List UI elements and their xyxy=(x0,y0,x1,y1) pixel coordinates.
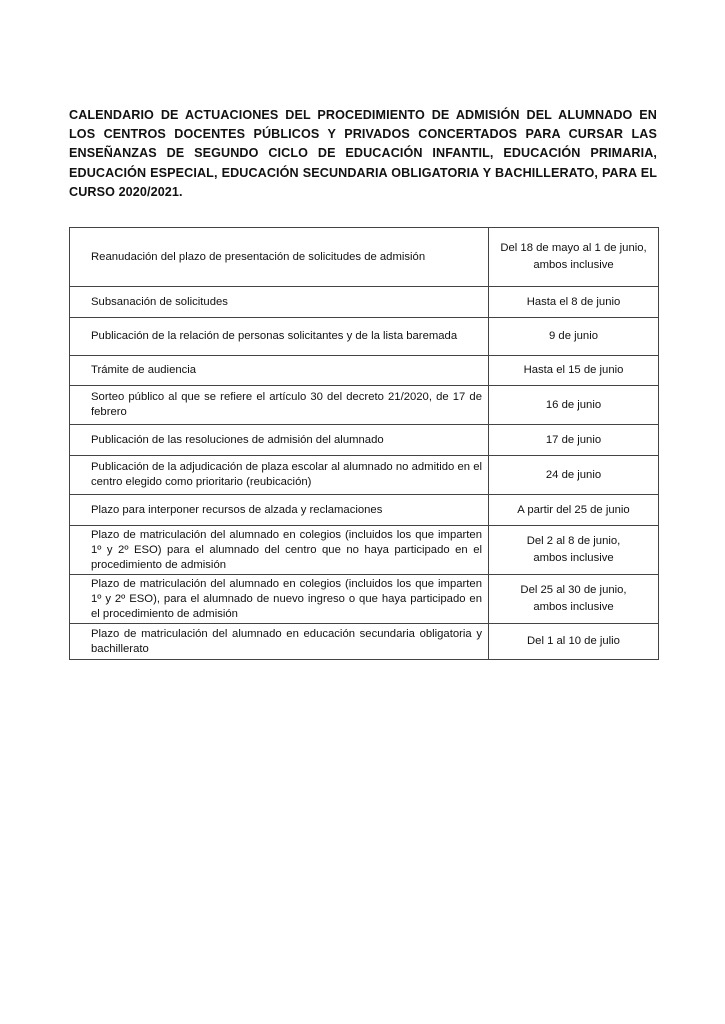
table-row xyxy=(70,356,659,386)
activity-cell: Subsanación de solicitudes xyxy=(70,287,489,318)
table-row xyxy=(70,495,659,526)
date-cell: Del 2 al 8 de junio, ambos inclusive xyxy=(489,526,659,575)
table-row xyxy=(70,287,659,318)
table-row xyxy=(70,425,659,456)
date-cell: Del 25 al 30 de junio, ambos inclusive xyxy=(489,575,659,624)
activity-cell: Publicación de la relación de personas solicitantes y de la lista baremada xyxy=(70,318,489,356)
admission-schedule-table xyxy=(69,227,659,660)
activity-cell: Sorteo público al que se refiere el artículo 30 del decreto 21/2020, de 17 de febrero xyxy=(70,386,489,425)
date-cell: 17 de junio xyxy=(489,425,659,456)
table-row xyxy=(70,386,659,425)
table-row xyxy=(70,318,659,356)
table-row xyxy=(70,575,659,624)
date-cell: 9 de junio xyxy=(489,318,659,356)
activity-cell: Plazo de matriculación del alumnado en colegios (incluidos los que imparten 1º y 2º ESO) para el alumnado del centro que no haya participado en el procedimiento de admisión xyxy=(70,526,489,575)
activity-cell: Reanudación del plazo de presentación de solicitudes de admisión xyxy=(70,228,489,287)
activity-cell: Plazo para interponer recursos de alzada y reclamaciones xyxy=(70,495,489,526)
schedule-body xyxy=(70,228,659,660)
activity-cell: Publicación de las resoluciones de admisión del alumnado xyxy=(70,425,489,456)
date-cell: Hasta el 8 de junio xyxy=(489,287,659,318)
table-row xyxy=(70,526,659,575)
date-cell: 16 de junio xyxy=(489,386,659,425)
date-cell: Del 1 al 10 de julio xyxy=(489,624,659,660)
activity-cell: Plazo de matriculación del alumnado en educación secundaria obligatoria y bachillerato xyxy=(70,624,489,660)
date-cell: Del 18 de mayo al 1 de junio, ambos inclusive xyxy=(489,228,659,287)
date-cell: A partir del 25 de junio xyxy=(489,495,659,526)
activity-cell: Trámite de audiencia xyxy=(70,356,489,386)
date-cell: 24 de junio xyxy=(489,456,659,495)
table-row xyxy=(70,228,659,287)
document-title: CALENDARIO DE ACTUACIONES DEL PROCEDIMIENTO DE ADMISIÓN DEL ALUMNADO EN LOS CENTROS DOCENTES PÚBLICOS Y PRIVADOS CONCERTADOS PARA CURSAR LAS ENSEÑANZAS DE SEGUNDO CICLO DE EDUCACIÓN INFANTIL, EDUCACIÓN PRIMARIA, EDUCACIÓN ESPECIAL, EDUCACIÓN SECUNDARIA OBLIGATORIA Y BACHILLERATO, PARA EL CURSO 2020/2021. xyxy=(69,108,657,199)
table-row xyxy=(70,456,659,495)
table-row xyxy=(70,624,659,660)
activity-cell: Publicación de la adjudicación de plaza escolar al alumnado no admitido en el centro elegido como prioritario (reubicación) xyxy=(70,456,489,495)
activity-cell: Plazo de matriculación del alumnado en colegios (incluidos los que imparten 1º y 2º ESO), para el alumnado de nuevo ingreso o que haya participado en el procedimiento de admisión xyxy=(70,575,489,624)
date-cell: Hasta el 15 de junio xyxy=(489,356,659,386)
